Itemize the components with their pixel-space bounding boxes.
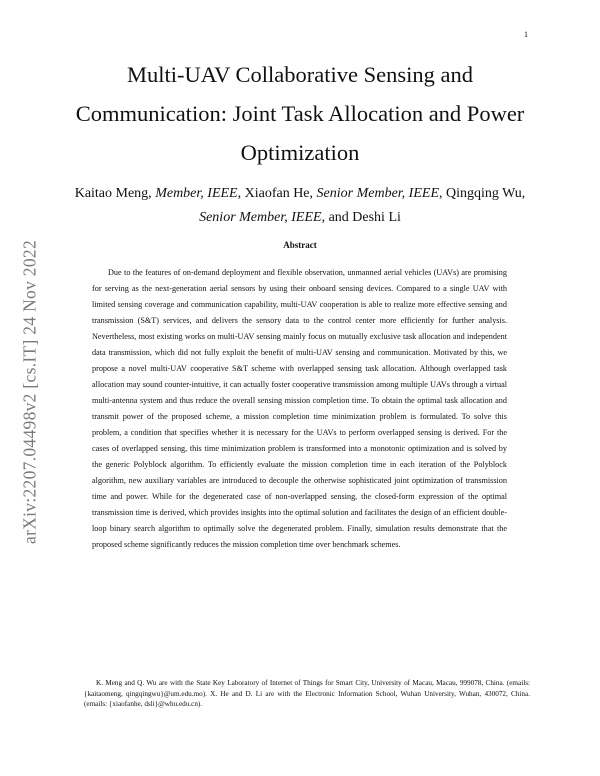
author-wu-name: , Qingqing Wu, <box>439 186 526 201</box>
author-he-name: , Xiaofan He, <box>237 186 317 201</box>
author-he-role: Senior Member, IEEE <box>316 186 439 201</box>
abstract-body: Due to the features of on-demand deployment and flexible observation, unmanned aerial vehicles (UAVs) are promising for serving as the next-generation aerial sensors by using their onboard sensing devices. Compared to a single UAV with limited sensing coverage and communication capability, multi-UAV cooperation is able to realize more effective sensing and transmission (S&T) services, and delivers the sensory data to the control center more efficiently for further analysis. Nevertheless, most existing works on multi-UAV sensing mainly focus on mutually exclusive task allocation and independent data transmission, which did not fully exploit the benefit of multi-UAV sensing and communication. Motivated by this, we propose a novel multi-UAV cooperative S&T scheme with overlapped sensing task allocation. Although overlapped task allocation may sound counter-intuitive, it can actually foster cooperative transmission among multiple UAVs through a virtual multi-antenna system and thus reduce the overall sensing mission completion time. To obtain the optimal task allocation and transmit power of the proposed scheme, a mission completion time minimization problem is formulated. To solve this problem, a condition that specifies whether it is necessary for the UAVs to perform overlapped sensing is derived. For the cases of overlapped sensing, this time minimization problem is transformed into a monotonic optimization and is solved by the generic Polyblock algorithm. To efficiently evaluate the mission completion time in each iteration of the Polyblock algorithm, new auxiliary variables are introduced to decouple the otherwise sophisticated joint optimization of transmission time and power. While for the degenerated case of non-overlapped sensing, the closed-form expression of the optimal transmission time is derived, which provides insights into the optimal solution and facilitates the design of an efficient double-loop binary search algorithm to optimally solve the degenerated problem. Finally, simulation results demonstrate that the proposed scheme significantly reduces the mission completion time over benchmark schemes. <box>92 268 507 549</box>
affiliation-footnote: K. Meng and Q. Wu are with the State Key Laboratory of Internet of Things for Smart City, University of Macau, Macau, 999078, China. (emails: {kaitaomeng, qingqingwu}@um.edu.mo). X. He and D. Li are with the Electronic Information School, Wuhan University, Wuhan, 430072, China. (emails: {xiaofanhe, dsli}@whu.edu.cn). <box>84 679 530 708</box>
arxiv-identifier-watermark: arXiv:2207.04498v2 [cs.IT] 24 Nov 2022 <box>19 240 40 544</box>
paper-title: Multi-UAV Collaborative Sensing and Communication: Joint Task Allocation and Power Optimization <box>75 62 525 165</box>
author-li-name: , and Deshi Li <box>321 210 401 225</box>
author-meng-role: Member, IEEE <box>155 186 238 201</box>
author-meng-name: Kaitao Meng, <box>74 186 156 201</box>
author-wu-role: Senior Member, IEEE <box>199 210 322 225</box>
abstract-heading: Abstract <box>283 240 317 250</box>
page-number: 1 <box>524 30 528 39</box>
author-list <box>70 182 530 230</box>
